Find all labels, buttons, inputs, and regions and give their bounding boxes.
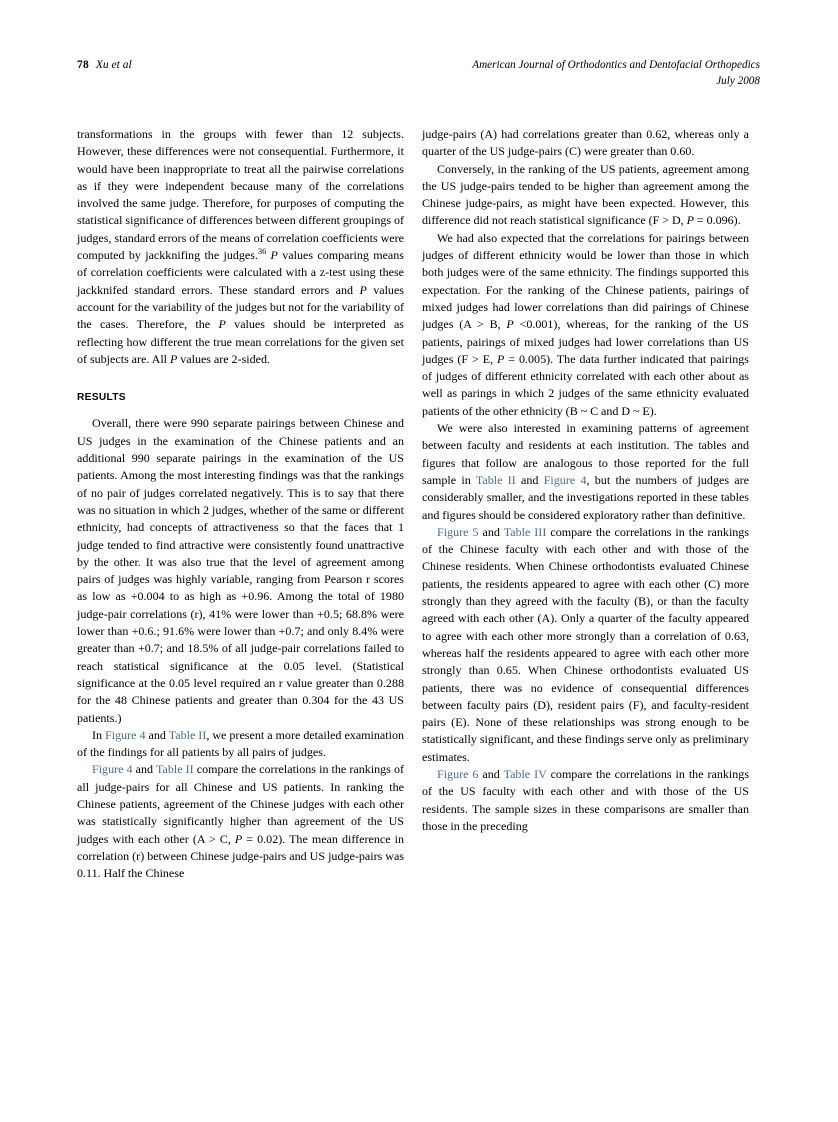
running-head-left	[77, 58, 132, 73]
text-run: = 0.005). The data further indicated that pairings of judges of different ethnicity correlated with each other about as well as parings in which 2 judges of the same ethnicity evaluated patients of the other ethnicity (B ~ C and D ~ E).	[422, 351, 749, 418]
text-run: compare the correlations in the rankings of the Chinese faculty with each other and with those of the Chinese residents. When Chinese orthodontists evaluated Chinese patients, the residents appeared to agree with each other (C) more strongly than they agreed with the faculty (B), or than the faculty agreed with each other (A). Only a quarter of the faculty appeared to agree with each other more strongly than a correlation of 0.63, whereas half the residents appeared to agree with each other more strongly than 0.65. When Chinese orthodontists evaluated US patients, there was no evidence of consequential differences between faculty pairs (D), resident pairs (F), and faculty-resident pairs (E). None of these relationships was strong enough to be statistically significant, and these findings serve only as preliminary estimates.	[422, 524, 750, 764]
text-run: values comparing means of correlation coefficients were calculated with a z-test using these jackknifed standard errors. These standard errors and	[77, 248, 404, 297]
cross-reference-figure-4[interactable]: Figure 4	[543, 472, 587, 487]
cross-reference-figure-4[interactable]: Figure 4	[92, 762, 133, 777]
text-run: We were also interested in examining patterns of agreement between faculty and residents at each institution. The tables and figures that follow are analogous to those reported for the full sample in	[422, 421, 749, 487]
text-run: , we present a more detailed examination of the findings for all patients by all pairs of judges.	[77, 727, 404, 760]
text-run: transformations in the groups with fewer than 12 subjects. However, these differences were not consequential. Furthermore, it would have been inappropriate to treat all the pairwise correlations as if they were independent because many of the correlations involved the same judge. Therefore, for purposes of computing the statistical significance of differences between different groupings of judges, standard errors of the means of correlation coefficients were computed by jackknifing the judges.	[77, 127, 405, 263]
cross-reference-table-3[interactable]: Table III	[503, 524, 547, 539]
spacer	[77, 368, 404, 389]
text-run: compare the correlations in the rankings of the US faculty with each other and with those of the US residents. The sample sizes in these comparisons are smaller than those in the preceding	[422, 766, 750, 833]
paragraph-ethnicity-expectation	[422, 230, 749, 420]
paragraph-results-overall: Overall, there were 990 separate pairings between Chinese and US judges in the examination of the Chinese patients and an additional 990 separate pairings in the examination of the US patients. Among the most interesting findings was that the rankings of no pair of judges correlated negatively. This is to say that there was no situation in which 2 judges, whether of the same or different ethnicity, had concepts of attractiveness so that the faces that 1 judge tended to find attractive were consistently found unattractive by the other. It was also true that the level of agreement among pairs of judges was highly variable, ranging from Pearson r scores as low as +0.004 to as high as +0.96. Among the total of 1980 judge-pair correlations (r), 41% were lower than +0.5; 68.8% were lower than +0.6.; 91.6% were lower than +0.7; and only 8.4% were greater than +0.7; and 18.5% of all judge-pair correlations failed to reach statistical significance at the 0.05 level. (Statistical significance at the 0.05 level required an r value greater than 0.288 for the 48 Chinese patients and greater than 0.304 for the 43 US patients.)	[77, 416, 404, 725]
text-run: In	[92, 727, 106, 742]
cross-reference-figure-4[interactable]: Figure 4	[105, 727, 146, 742]
paragraph-figure4-table2-compare	[77, 761, 404, 882]
paragraph-judge-pairs-continued: judge-pairs (A) had correlations greater than 0.62, whereas only a quarter of the US judge-pairs (C) were greater than 0.60.	[422, 127, 749, 159]
text-run: , but the numbers of judges are considerably smaller, and the investigations reported in these tables and figures should be considered exploratory rather than definitive.	[422, 472, 749, 522]
running-head	[77, 58, 760, 92]
text-run: and	[132, 762, 156, 777]
text-run: and	[145, 727, 169, 742]
journal-title: American Journal of Orthodontics and Dentofacial Orthopedics	[472, 59, 760, 71]
text-run: values account for the variability of the judges but not for the variability of the cases. Therefore, the	[77, 282, 404, 332]
text-run: We had also expected that the correlations for pairings between judges of different ethnicity would be lower than those in which both judges were of the same ethnicity. The findings supported this expectation. For the ranking of the Chinese patients, pairings of mixed judges had lower correlations than did pairings of Chinese judges (A > B,	[422, 230, 749, 332]
column-left	[77, 126, 404, 882]
italic-p: P	[497, 351, 505, 366]
cross-reference-table-2[interactable]: Table II	[168, 727, 207, 742]
running-head-authors: Xu et al	[95, 59, 132, 71]
italic-p: P	[234, 831, 243, 846]
issue-date: July 2008	[716, 74, 760, 87]
text-run: Conversely, in the ranking of the US patients, agreement among the US judge-pairs tended to be higher than agreement among the Chinese judge-pairs, as might have been expected. However, this difference did not reach statistical significance (F > D,	[422, 161, 749, 228]
section-heading-results: RESULTS	[77, 392, 126, 404]
text-run: and	[515, 472, 544, 487]
paragraph-methods-continued	[77, 126, 404, 368]
italic-p: P	[359, 282, 367, 297]
italic-p: P	[270, 248, 278, 263]
italic-p: P	[506, 317, 514, 332]
running-head-right	[472, 58, 760, 89]
text-run: and	[478, 766, 504, 781]
italic-p: P	[169, 351, 178, 366]
text-run: compare the correlations in the rankings of all judge-pairs for all Chinese and US patients. In ranking the Chinese patients, agreement of the Chinese judges with each other was statistically significantly higher than agreement of the US judges with each other (A > C,	[77, 762, 404, 846]
text-run: = 0.096).	[693, 213, 741, 228]
italic-p: P	[686, 213, 694, 228]
paragraph-figure6-table4-compare	[422, 766, 749, 835]
text-run: values should be interpreted as reflecting how different the true mean correlations for the given set of subjects are. All	[77, 317, 404, 366]
cross-reference-table-4[interactable]: Table IV	[503, 766, 547, 781]
paragraph-conversely-us-patients	[422, 161, 749, 230]
text-run: and	[478, 524, 504, 539]
paragraph-figure4-table2-intro	[77, 727, 404, 762]
cross-reference-figure-5[interactable]: Figure 5	[437, 524, 479, 539]
paragraph-faculty-residents-intro	[422, 420, 749, 524]
cross-reference-table-2[interactable]: Table II	[475, 472, 516, 487]
paragraph-figure5-table3-compare	[422, 524, 749, 766]
text-run: <0.001), whereas, for the ranking of the US patients, pairings of mixed judges had lower correlations than US judges (F > E,	[422, 317, 749, 366]
column-right	[422, 126, 749, 835]
cross-reference-table-2[interactable]: Table II	[155, 762, 194, 777]
page-number: 78	[77, 59, 89, 71]
reference-marker-36: 36	[257, 247, 267, 257]
text-run: = 0.02). The mean difference in correlation (r) between Chinese judge-pairs and US judge-pairs was 0.11. Half the Chinese	[77, 831, 404, 881]
text-run: values are 2-sided.	[177, 351, 271, 366]
cross-reference-figure-6[interactable]: Figure 6	[437, 766, 479, 781]
italic-p: P	[218, 317, 226, 332]
spacer	[77, 406, 404, 415]
